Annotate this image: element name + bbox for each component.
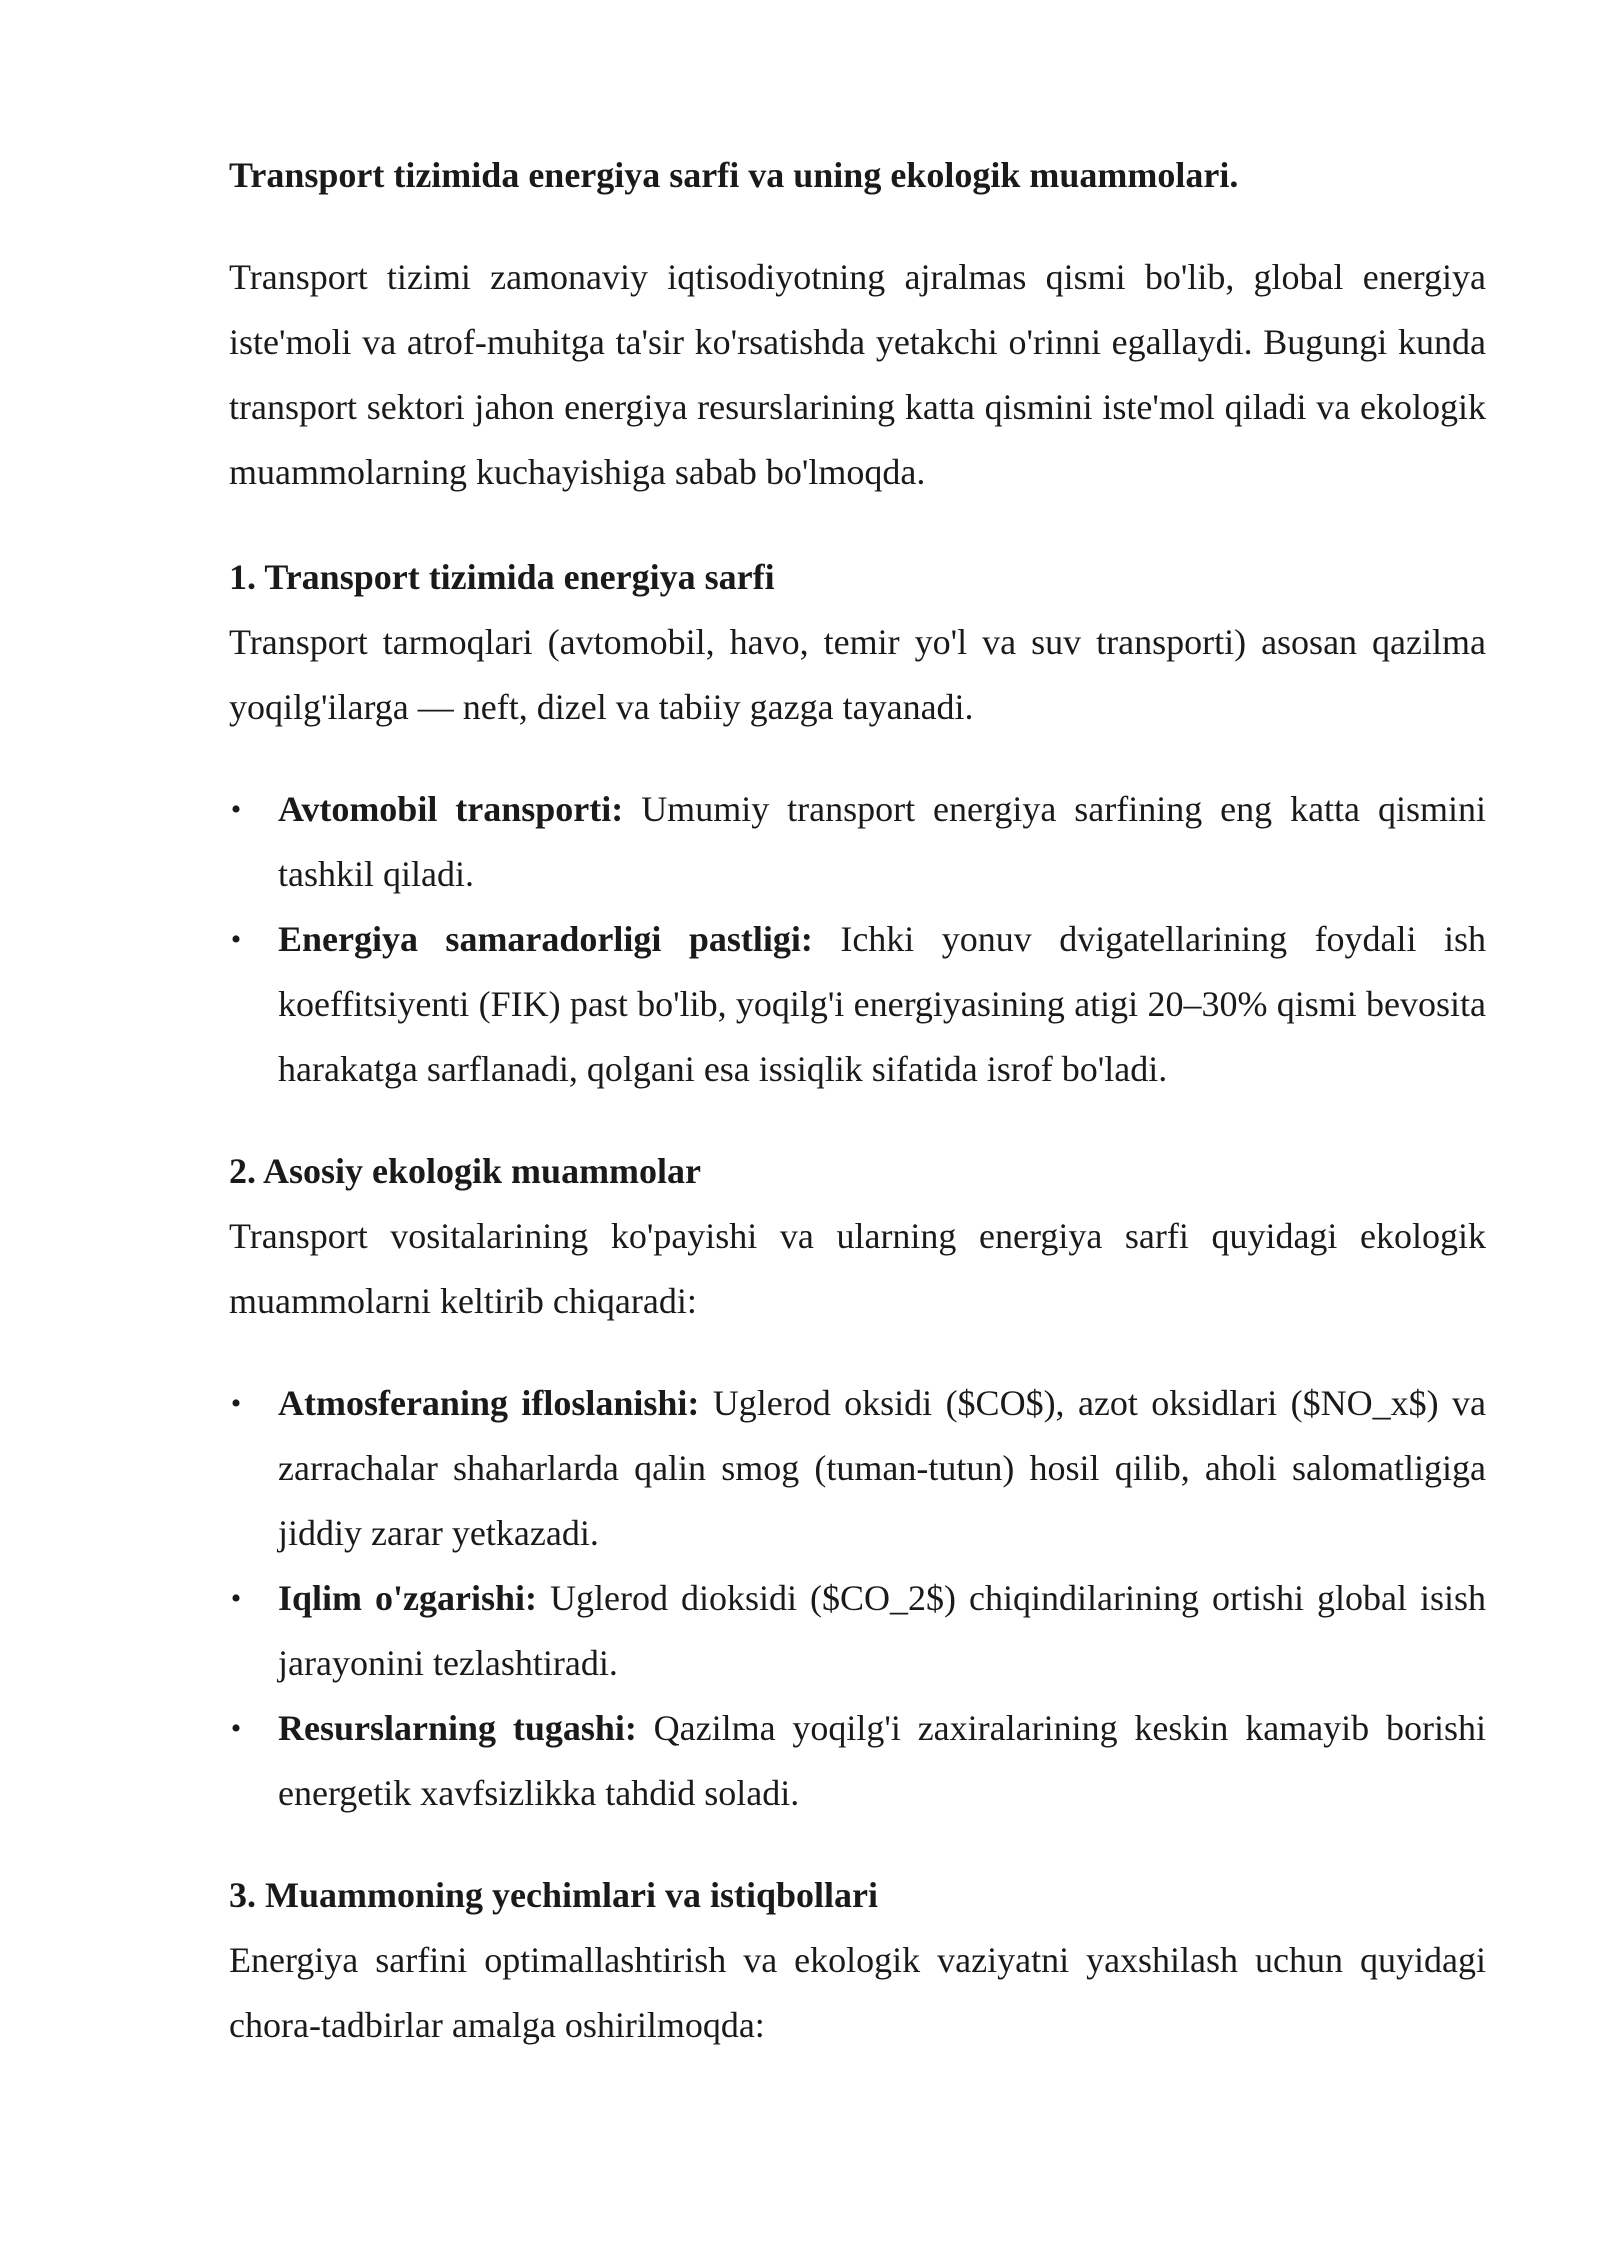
bullet-list-energy-consumption: [229, 777, 1486, 1102]
list-item-term: Resurslarning tugashi:: [278, 1708, 637, 1748]
list-item-term: Energiya samaradorligi pastligi:: [278, 919, 813, 959]
document-content: [229, 150, 1486, 2058]
bullet-icon: •: [230, 1387, 242, 1420]
bullet-icon: •: [230, 793, 242, 826]
document-title: Transport tizimida energiya sarfi va uning ekologik muammolari.: [229, 155, 1239, 195]
intro-paragraph: Transport tizimi zamonaviy iqtisodiyotning ajralmas qismi bo'lib, global energiya iste'moli va atrof-muhitga ta'sir ko'rsatishda yetakchi o'rinni egallaydi. Bugungi kunda transport sektori jahon energiya resurslarining katta qismini iste'mol qiladi va ekologik muammolarning kuchayishiga sabab bo'lmoqda.: [229, 257, 1486, 492]
bullet-icon: •: [230, 1712, 242, 1745]
list-item-term: Iqlim o'zgarishi:: [278, 1578, 538, 1618]
list-item-text: Uglerod oksidi ($CO$), azot oksidlari ($NO_x$) va zarrachalar shaharlarda qalin smog (tuman-tutun) hosil qilib, aholi salomatligiga jiddiy zarar yetkazadi.: [278, 1383, 1487, 1553]
bullet-icon: •: [230, 923, 242, 956]
section-text-energy-consumption: Transport tarmoqlari (avtomobil, havo, temir yo'l va suv transporti) asosan qazilma yoqilg'ilarga — neft, dizel va tabiiy gazga tayanadi.: [229, 622, 1486, 727]
list-item: [229, 1371, 1486, 1566]
section-heading-ecological-problems: 2. Asosiy ekologik muammolar: [229, 1151, 702, 1191]
list-item: [229, 1566, 1486, 1696]
list-item: [229, 777, 1486, 907]
section-heading-energy-consumption: 1. Transport tizimida energiya sarfi: [229, 557, 775, 597]
section-text-solutions: Energiya sarfini optimallashtirish va ekologik vaziyatni yaxshilash uchun quyidagi chora-tadbirlar amalga oshirilmoqda:: [229, 1940, 1486, 2045]
list-item-text: Qazilma yoqilg'i zaxiralarining keskin kamayib borishi energetik xavfsizlikka tahdid soladi.: [278, 1708, 1486, 1813]
section-text-ecological-problems: Transport vositalarining ko'payishi va ularning energiya sarfi quyidagi ekologik muammolarni keltirib chiqaradi:: [229, 1216, 1486, 1321]
bullet-icon: •: [230, 1582, 242, 1615]
list-item: [229, 907, 1486, 1102]
section-heading-solutions: 3. Muammoning yechimlari va istiqbollari: [229, 1875, 879, 1915]
list-item: [229, 1696, 1486, 1826]
list-item-text: Ichki yonuv dvigatellarining foydali ish koeffitsiyenti (FIK) past bo'lib, yoqilg'i energiyasining atigi 20–30% qismi bevosita harakatga sarflanadi, qolgani esa issiqlik sifatida isrof bo'ladi.: [278, 919, 1486, 1089]
list-item-text: Umumiy transport energiya sarfining eng katta qismini tashkil qiladi.: [278, 789, 1486, 894]
list-item-term: Atmosferaning ifloslanishi:: [278, 1383, 700, 1423]
bullet-list-ecological-problems: [229, 1371, 1486, 1826]
list-item-text: Uglerod dioksidi ($CO_2$) chiqindilarining ortishi global isish jarayonini tezlashtiradi.: [278, 1578, 1486, 1683]
list-item-term: Avtomobil transporti:: [278, 789, 624, 829]
